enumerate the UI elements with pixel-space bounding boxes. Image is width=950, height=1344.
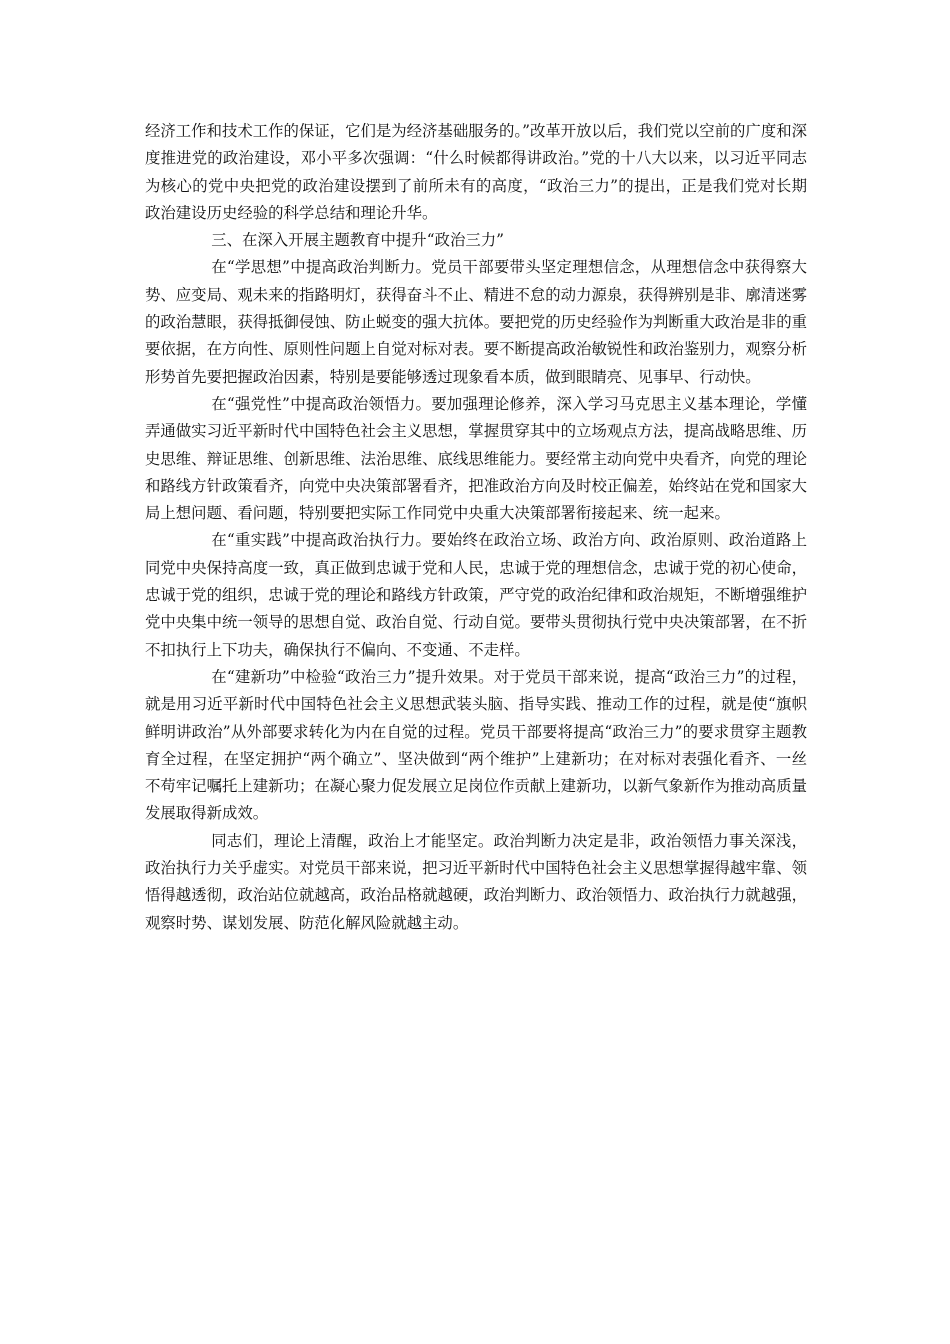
section-heading: 三、在深入开展主题教育中提升“政治三力”	[211, 231, 504, 250]
document-body	[145, 118, 807, 937]
paragraph-conclusion: 同志们，理论上清醒，政治上才能坚定。政治判断力决定是非，政治领悟力事关深浅，政治执行力关乎虚实。对党员干部来说，把习近平新时代中国特色社会主义思想掌握得越牢靠、领悟得越透彻，政治站位就越高，政治品格就越硬，政治判断力、政治领悟力、政治执行力就越强，观察时势、谋划发展、防范化解风险就越主动。	[145, 831, 807, 932]
paragraph-continuation: 经济工作和技术工作的保证，它们是为经济基础服务的。”改革开放以后，我们党以空前的广度和深度推进党的政治建设，邓小平多次强调：“什么时候都得讲政治。”党的十八大以来，以习近平同志为核心的党中央把党的政治建设摆到了前所未有的高度，“政治三力”的提出，正是我们党对长期政治建设历史经验的科学总结和理论升华。	[145, 122, 807, 222]
paragraph-new-achievements: 在“建新功”中检验“政治三力”提升效果。对于党员干部来说，提高“政治三力”的过程，就是用习近平新时代中国特色社会主义思想武装头脑、指导实践、推动工作的过程，就是使“旗帜鲜明讲政治”从外部要求转化为内在自觉的过程。党员干部要将提高“政治三力”的要求贯穿主题教育全过程，在坚定拥护“两个确立”、坚决做到“两个维护”上建新功；在对标对表强化看齐、一丝不苟牢记嘱托上建新功；在凝心聚力促发展立足岗位作贡献上建新功，以新气象新作为推动高质量发展取得新成效。	[145, 667, 807, 823]
paragraph-comprehension: 在“强党性”中提高政治领悟力。要加强理论修养，深入学习马克思主义基本理论，学懂弄通做实习近平新时代中国特色社会主义思想，掌握贯穿其中的立场观点方法，提高战略思维、历史思维、辩证思维、创新思维、法治思维、底线思维能力。要经常主动向党中央看齐，向党的理论和路线方针政策看齐，向党中央决策部署看齐，把准政治方向及时校正偏差，始终站在党和国家大局上想问题、看问题，特别要把实际工作同党中央重大决策部署衔接起来、统一起来。	[145, 394, 807, 523]
paragraph-execution: 在“重实践”中提高政治执行力。要始终在政治立场、政治方向、政治原则、政治道路上同党中央保持高度一致，真正做到忠诚于党和人民，忠诚于党的理想信念，忠诚于党的初心使命，忠诚于党的组织，忠诚于党的理论和路线方针政策，严守党的政治纪律和政治规矩，不断增强维护党中央集中统一领导的思想自觉、政治自觉、行动自觉。要带头贯彻执行党中央决策部署，在不折不扣执行上下功夫，确保执行不偏向、不变通、不走样。	[145, 531, 807, 659]
paragraph-judgment: 在“学思想”中提高政治判断力。党员干部要带头坚定理想信念，从理想信念中获得察大势、应变局、观未来的指路明灯，获得奋斗不止、精进不怠的动力源泉，获得辨别是非、廓清迷雾的政治慧眼，获得抵御侵蚀、防止蜕变的强大抗体。要把党的历史经验作为判断重大政治是非的重要依据，在方向性、原则性问题上自觉对标对表。要不断提高政治敏锐性和政治鉴别力，观察分析形势首先要把握政治因素，特别是要能够透过现象看本质，做到眼睛亮、见事早、行动快。	[145, 258, 807, 386]
